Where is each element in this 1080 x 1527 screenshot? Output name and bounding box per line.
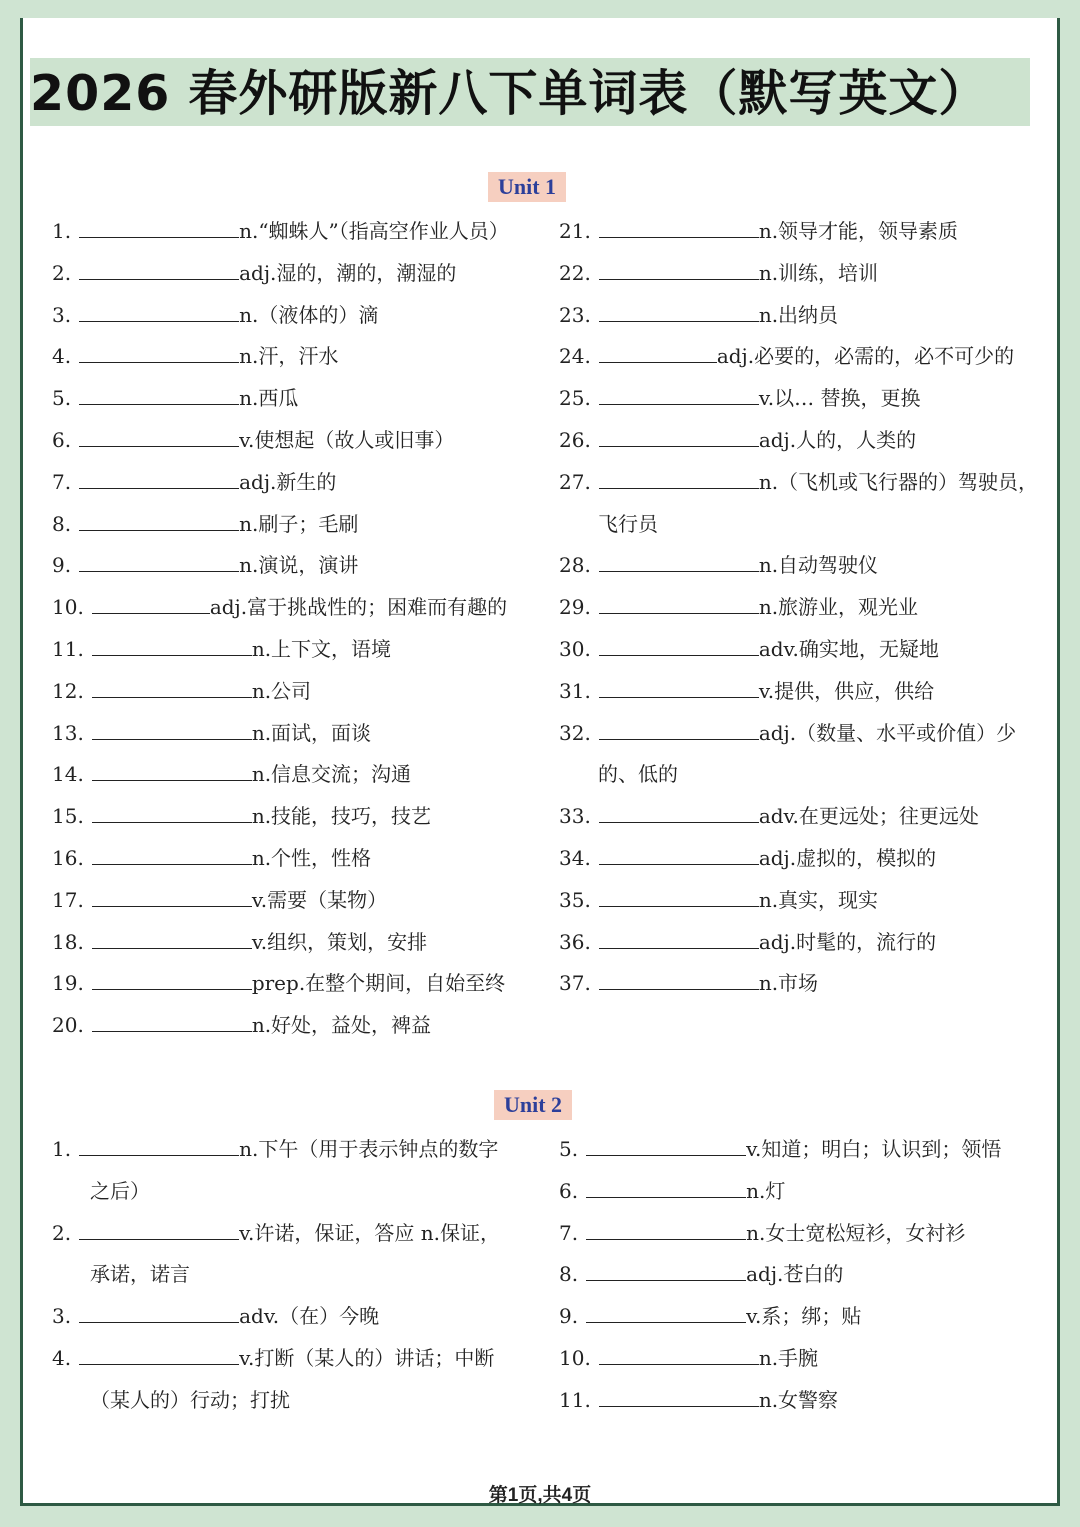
vocab-item (52, 1010, 431, 1040)
vocab-item (559, 634, 939, 664)
item-number: 1. (52, 219, 72, 243)
unit-2-label: Unit 2 (494, 1090, 572, 1120)
answer-blank[interactable] (92, 719, 252, 740)
answer-blank[interactable] (79, 468, 239, 489)
item-definition: n.面试，面谈 (251, 720, 372, 745)
vocab-item (52, 258, 456, 288)
vocab-item (52, 216, 509, 246)
vocab-item (52, 885, 387, 915)
item-definition: v.需要（某物） (251, 887, 388, 912)
item-definition-continued: （某人的）行动；打扰 (90, 1387, 290, 1412)
vocab-item (52, 341, 338, 371)
item-definition: adj.人的，人类的 (758, 428, 917, 452)
item-definition-continued: 的、低的 (598, 762, 678, 787)
vocab-item (559, 1218, 965, 1248)
item-definition: n.（液体的）滴 (239, 302, 379, 327)
item-definition: n.刷子；毛刷 (239, 511, 359, 536)
vocab-item (52, 1218, 500, 1248)
answer-blank[interactable] (79, 1302, 239, 1323)
item-number: 10. (52, 595, 84, 620)
item-number: 12. (52, 678, 84, 703)
answer-blank[interactable] (599, 468, 759, 489)
answer-blank[interactable] (92, 886, 252, 907)
vocab-item (559, 927, 936, 957)
answer-blank[interactable] (599, 593, 759, 614)
item-definition: adj.（数量、水平或价值）少 (758, 720, 1017, 745)
vocab-item (52, 759, 411, 789)
item-number: 26. (559, 428, 591, 452)
answer-blank[interactable] (599, 259, 759, 280)
item-definition: n.技能，技巧，技艺 (251, 804, 432, 829)
answer-blank[interactable] (599, 551, 759, 572)
item-definition: v.提供，供应，供给 (758, 678, 935, 703)
item-number: 17. (52, 887, 84, 912)
item-definition: n.市场 (758, 971, 819, 996)
item-definition: v.许诺，保证，答应 n.保证， (239, 1220, 500, 1245)
page-footer: 第1页,共4页 (488, 1485, 592, 1506)
item-number: 32. (559, 720, 591, 745)
item-definition: n.汗，汗水 (239, 344, 339, 369)
answer-blank[interactable] (599, 384, 759, 405)
answer-blank[interactable] (92, 635, 252, 656)
item-definition: n.（飞机或飞行器的）驾驶员， (758, 469, 1039, 494)
answer-blank[interactable] (79, 384, 239, 405)
answer-blank[interactable] (586, 1260, 746, 1281)
item-definition: adj.湿的，潮的，潮湿的 (239, 260, 457, 285)
item-definition: n.手腕 (758, 1346, 819, 1370)
answer-blank[interactable] (79, 426, 239, 447)
page-title: 2026 春外研版新八下单词表（默写英文） (30, 65, 989, 122)
vocab-item (559, 550, 878, 580)
item-number: 5. (559, 1137, 579, 1161)
item-definition: v.系；绑；贴 (746, 1304, 862, 1329)
vocab-item (52, 1301, 379, 1331)
item-number: 4. (52, 1346, 72, 1370)
item-number: 36. (559, 929, 591, 954)
item-number: 27. (559, 469, 591, 494)
item-number: 16. (52, 846, 84, 870)
item-number: 30. (559, 637, 591, 661)
answer-blank[interactable] (599, 844, 759, 865)
vocab-item (559, 592, 918, 622)
item-definition: n.自动驾驶仪 (758, 553, 879, 578)
answer-blank[interactable] (92, 969, 252, 990)
vocab-item (52, 467, 336, 497)
item-number: 29. (559, 595, 591, 620)
answer-blank[interactable] (586, 1135, 746, 1156)
item-number: 13. (52, 720, 84, 745)
answer-blank[interactable] (79, 217, 239, 238)
vocab-item (52, 509, 358, 539)
item-number: 21. (559, 219, 591, 243)
vocab-item (559, 425, 916, 455)
item-definition: n.灯 (746, 1178, 786, 1203)
item-definition: v.组织，策划，安排 (251, 929, 428, 954)
item-definition: adj.苍白的 (746, 1262, 844, 1287)
vocab-item (559, 968, 818, 998)
item-number: 31. (559, 678, 591, 703)
item-number: 6. (52, 428, 72, 452)
item-number: 14. (52, 762, 84, 787)
answer-blank[interactable] (79, 259, 239, 280)
item-definition: n.女警察 (758, 1387, 839, 1412)
item-number: 37. (559, 971, 591, 996)
answer-blank[interactable] (599, 301, 759, 322)
item-definition: n.个性，性格 (251, 846, 372, 870)
item-definition: v.打断（某人的）讲话；中断 (239, 1346, 495, 1370)
item-number: 7. (52, 469, 72, 494)
answer-blank[interactable] (92, 593, 210, 614)
item-definition-continued: 飞行员 (598, 511, 658, 536)
vocab-item (559, 718, 1016, 748)
vocab-item (559, 300, 838, 330)
item-number: 7. (559, 1220, 579, 1245)
item-number: 33. (559, 804, 591, 829)
vocab-item (559, 1259, 843, 1289)
vocab-item (52, 968, 505, 998)
answer-blank[interactable] (599, 1344, 759, 1365)
item-number: 1. (52, 1137, 72, 1161)
item-definition: n.真实，现实 (758, 887, 879, 912)
item-definition: v.以… 替换，更换 (758, 386, 921, 411)
item-number: 34. (559, 846, 591, 870)
item-definition: n.公司 (251, 678, 312, 703)
item-number: 35. (559, 887, 591, 912)
item-number: 28. (559, 553, 591, 578)
answer-blank[interactable] (599, 928, 759, 949)
vocab-item (52, 1134, 498, 1164)
vocab-item (52, 592, 507, 622)
item-number: 3. (52, 302, 72, 327)
answer-blank[interactable] (599, 886, 759, 907)
item-number: 9. (559, 1304, 579, 1329)
item-number: 11. (52, 637, 84, 661)
item-definition: n.训练，培训 (758, 260, 879, 285)
item-definition: n.信息交流；沟通 (251, 762, 412, 787)
item-number: 20. (52, 1013, 84, 1038)
item-number: 6. (559, 1178, 579, 1203)
item-number: 22. (559, 260, 591, 285)
vocab-item (52, 718, 371, 748)
item-definition: n.“蜘蛛人”（指高空作业人员） (239, 219, 509, 243)
item-number: 2. (52, 1220, 72, 1245)
answer-blank[interactable] (92, 760, 252, 781)
item-number: 11. (559, 1387, 591, 1412)
vocab-item (52, 1343, 494, 1373)
item-definition-continued: 之后） (90, 1178, 150, 1203)
answer-blank[interactable] (92, 844, 252, 865)
item-number: 9. (52, 553, 72, 578)
answer-blank[interactable] (599, 969, 759, 990)
item-definition-continued: 承诺，诺言 (90, 1262, 190, 1287)
vocab-item (52, 383, 298, 413)
answer-blank[interactable] (79, 551, 239, 572)
item-number: 25. (559, 386, 591, 411)
item-definition: adj.虚拟的，模拟的 (758, 846, 937, 870)
item-definition: n.演说，演讲 (239, 553, 359, 578)
answer-blank[interactable] (599, 635, 759, 656)
vocab-item (559, 341, 1014, 371)
answer-blank[interactable] (586, 1177, 746, 1198)
answer-blank[interactable] (599, 677, 759, 698)
answer-blank[interactable] (599, 426, 759, 447)
item-number: 4. (52, 344, 72, 369)
item-number: 15. (52, 804, 84, 829)
vocab-item (52, 300, 378, 330)
item-definition: n.西瓜 (239, 386, 299, 411)
vocab-item (559, 843, 936, 873)
item-definition: n.旅游业，观光业 (758, 595, 919, 620)
answer-blank[interactable] (92, 802, 252, 823)
answer-blank[interactable] (599, 342, 717, 363)
answer-blank[interactable] (599, 802, 759, 823)
answer-blank[interactable] (599, 719, 759, 740)
answer-blank[interactable] (599, 1386, 759, 1407)
vocab-item (559, 258, 878, 288)
vocab-item (52, 634, 391, 664)
answer-blank[interactable] (586, 1219, 746, 1240)
vocab-item (559, 1176, 785, 1206)
item-definition: adj.新生的 (239, 469, 337, 494)
answer-blank[interactable] (92, 928, 252, 949)
item-definition: n.好处，益处，裨益 (251, 1013, 432, 1038)
vocab-item (559, 216, 958, 246)
vocab-item (559, 1385, 838, 1415)
vocab-item (559, 801, 979, 831)
item-definition: v.知道；明白；认识到；领悟 (746, 1137, 1002, 1161)
item-definition: adv.确实地，无疑地 (758, 637, 939, 661)
answer-blank[interactable] (599, 217, 759, 238)
item-number: 19. (52, 971, 84, 996)
answer-blank[interactable] (79, 1219, 239, 1240)
answer-blank[interactable] (79, 342, 239, 363)
item-definition: n.女士宽松短衫，女衬衫 (746, 1220, 966, 1245)
vocab-item (559, 467, 1038, 497)
answer-blank[interactable] (586, 1302, 746, 1323)
item-definition: n.下午（用于表示钟点的数字 (239, 1137, 499, 1161)
item-definition: n.出纳员 (758, 302, 839, 327)
item-definition: adj.富于挑战性的；困难而有趣的 (209, 595, 508, 620)
answer-blank[interactable] (79, 1344, 239, 1365)
unit-1-label: Unit 1 (488, 172, 566, 202)
item-definition: adj.时髦的，流行的 (758, 929, 937, 954)
answer-blank[interactable] (79, 1135, 239, 1156)
item-definition: adj.必要的，必需的，必不可少的 (716, 344, 1015, 369)
answer-blank[interactable] (79, 301, 239, 322)
vocab-item (52, 843, 371, 873)
item-definition: n.领导才能，领导素质 (758, 219, 959, 243)
item-number: 10. (559, 1346, 591, 1370)
vocab-item (559, 1343, 818, 1373)
answer-blank[interactable] (92, 677, 252, 698)
vocab-item (559, 885, 878, 915)
vocab-item (52, 550, 358, 580)
answer-blank[interactable] (79, 510, 239, 531)
item-number: 2. (52, 260, 72, 285)
item-number: 5. (52, 386, 72, 411)
item-number: 8. (52, 511, 72, 536)
item-definition: adv.在更远处；往更远处 (758, 804, 979, 829)
item-number: 23. (559, 302, 591, 327)
item-definition: v.使想起（故人或旧事） (239, 428, 455, 452)
vocab-item (559, 1134, 1001, 1164)
item-number: 24. (559, 344, 591, 369)
vocab-item (559, 383, 920, 413)
vocab-item (52, 425, 454, 455)
item-definition: prep.在整个期间，自始至终 (251, 971, 506, 996)
vocab-item (52, 676, 311, 706)
item-definition: n.上下文，语境 (251, 637, 392, 661)
item-number: 18. (52, 929, 84, 954)
answer-blank[interactable] (92, 1011, 252, 1032)
vocab-item (559, 676, 934, 706)
item-number: 3. (52, 1304, 72, 1329)
vocab-item (52, 927, 427, 957)
vocab-item (52, 801, 431, 831)
vocab-item (559, 1301, 861, 1331)
item-number: 8. (559, 1262, 579, 1287)
item-definition: adv.（在）今晚 (239, 1304, 380, 1329)
